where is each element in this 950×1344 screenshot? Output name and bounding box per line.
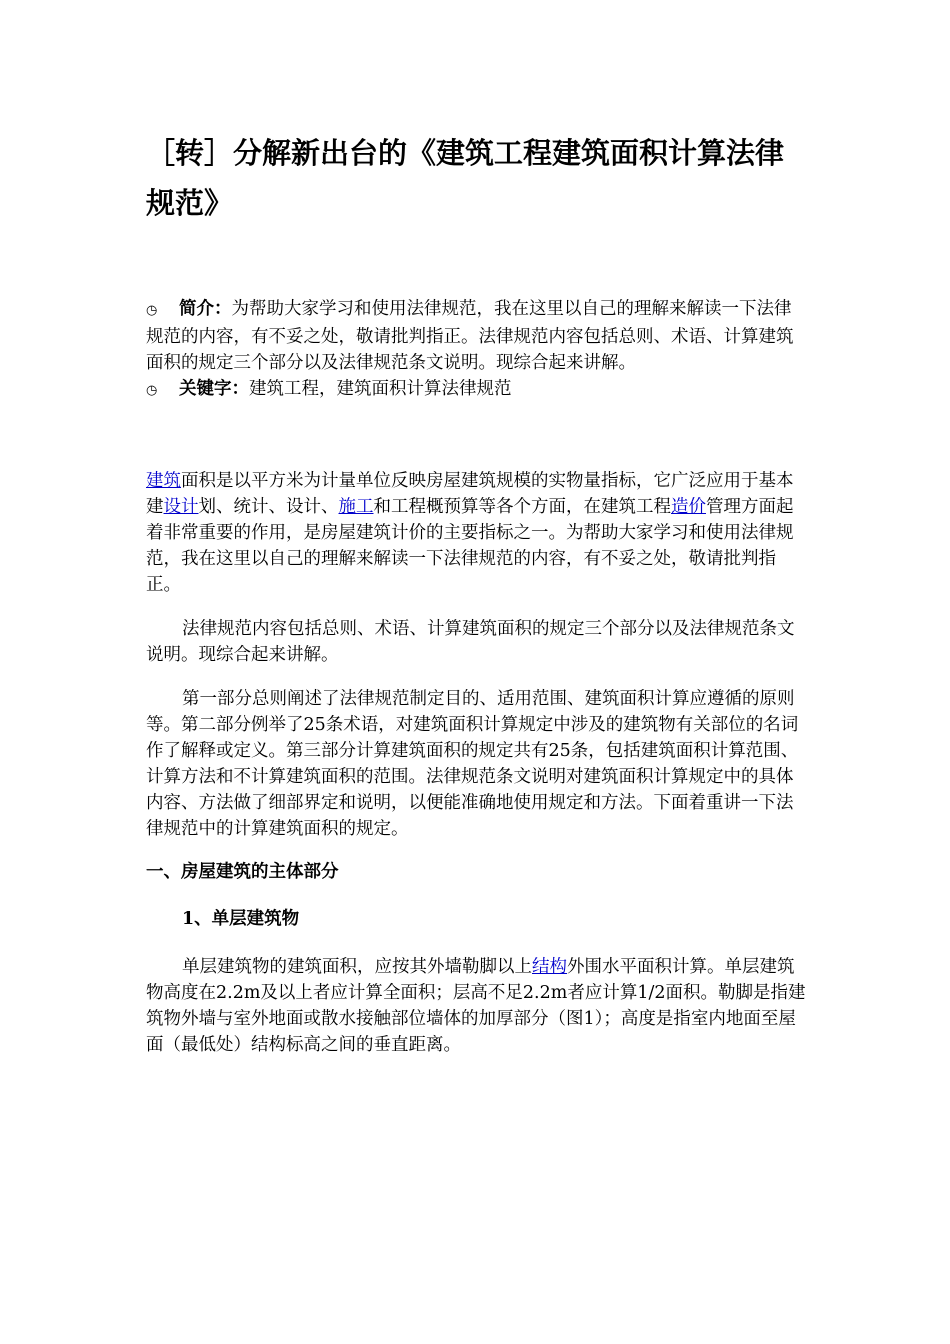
clock-icon: ◷ — [146, 303, 158, 318]
link-sheji[interactable]: 设计 — [163, 497, 199, 517]
paragraph-text: 和工程概预算等各个方面，在建筑工程 — [373, 497, 671, 517]
intro-label: 简介： — [179, 299, 232, 319]
paragraph-parts: 第一部分总则阐述了法律规范制定目的、适用范围、建筑面积计算应遵循的原则等。第二部分例举了25条术语，对建筑面积计算规定中涉及的建筑物有关部位的名词作了解释或定义。第三部分计算建筑面积的规定共有25条，包括建筑面积计算范围、计算方法和不计算建筑面积的范围。法律规范条文说明对建筑面积计算规定中的具体内容、方法做了细部界定和说明，以便能准确地使用规定和方法。下面着重讲一下法律规范中的计算建筑面积的规定。 — [146, 689, 799, 839]
paragraph-text: 单层建筑物的建筑面积，应按其外墙勒脚以上 — [182, 957, 532, 977]
paragraph-text: 管理方面起着非常重要的作用，是房屋建筑计价的主要指标之一。为帮助大家学习和使用法律规范，我在这里以自己的理解来解读一下法律规范的内容，有不妥之处，敬请批判指正。 — [146, 497, 794, 595]
intro-text: 为帮助大家学习和使用法律规范，我在这里以自己的理解来解读一下法律规范的内容，有不妥之处，敬请批判指正。法律规范内容包括总则、术语、计算建筑面积的规定三个部分以及法律规范条文说明。现综合起来讲解。 — [146, 299, 794, 373]
page-title: ［转］分解新出台的《建筑工程建筑面积计算法律规范》 — [146, 136, 785, 220]
link-jiegou[interactable]: 结构 — [532, 957, 567, 977]
paragraph-text: 划、统计、设计、 — [198, 497, 339, 517]
subsection-heading: 1、单层建筑物 — [182, 909, 300, 929]
paragraph-intro — [146, 468, 806, 598]
link-shigong[interactable]: 施工 — [338, 497, 374, 517]
link-zaojia[interactable]: 造价 — [671, 497, 706, 517]
paragraph-text: 面积是以平方米为计量单位反映房屋建筑规模的实物量指标，它广泛应用于基本建 — [146, 471, 794, 517]
section-heading: 一、房屋建筑的主体部分 — [146, 862, 339, 882]
clock-icon: ◷ — [146, 383, 158, 398]
paragraph-text: 外围水平面积计算。单层建筑物高度在2.2m及以上者应计算全面积；层高不足2.2m者应计算1/2面积。勒脚是指建筑物外墙与室外地面或散水接触部位墙体的加厚部分（图1）；高度是指室内地面至屋面（最低处）结构标高之间的垂直距离。 — [146, 957, 806, 1055]
keywords-label: 关键字： — [179, 379, 249, 399]
paragraph-overview: 法律规范内容包括总则、术语、计算建筑面积的规定三个部分以及法律规范条文说明。现综合起来讲解。 — [146, 619, 795, 665]
summary-block — [146, 296, 806, 404]
keywords-text: 建筑工程，建筑面积计算法律规范 — [249, 379, 512, 399]
paragraph-single-storey — [146, 954, 806, 1058]
intro-row — [146, 296, 806, 376]
keywords-row — [146, 376, 806, 404]
link-jianzhu[interactable]: 建筑 — [146, 471, 181, 491]
